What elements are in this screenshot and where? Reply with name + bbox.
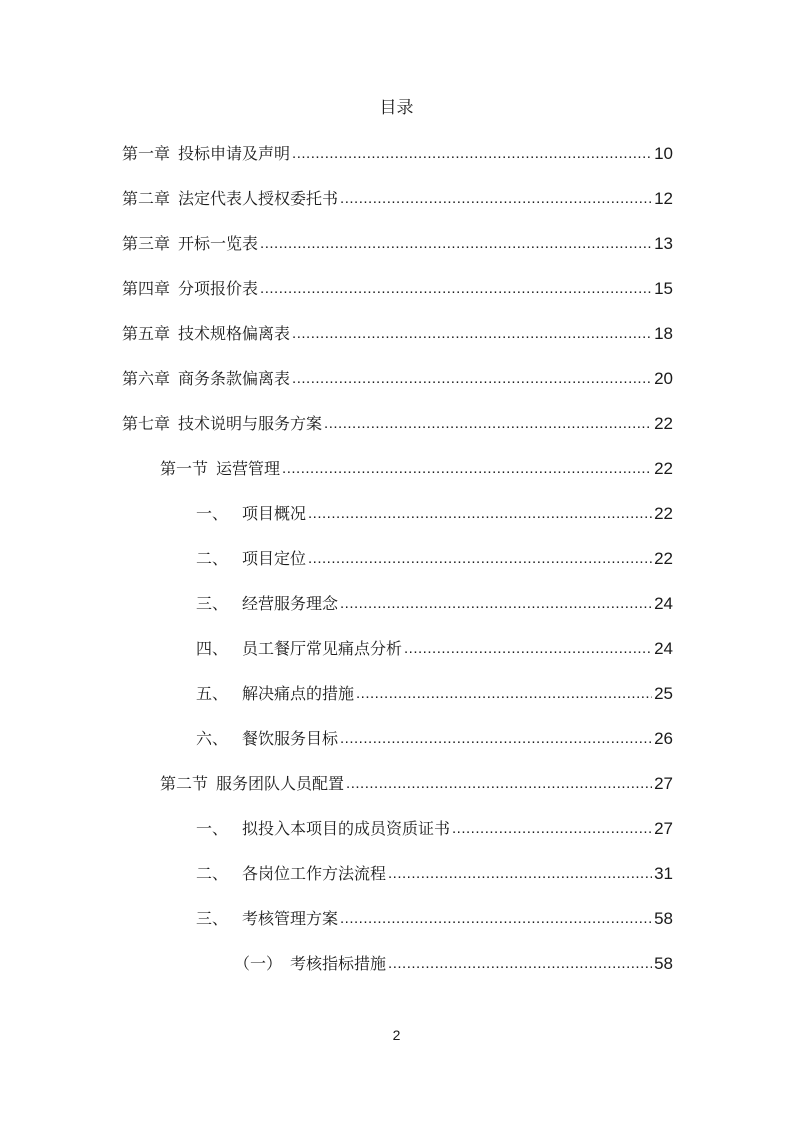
toc-entry-number: 四、 (196, 639, 229, 658)
toc-entry-label (122, 323, 290, 345)
toc-entry-number: 第七章 (122, 414, 171, 433)
toc-entry-text: 项目概况 (242, 504, 307, 523)
toc-entry-page: 24 (654, 594, 673, 613)
toc-entry-number: 第三章 (122, 234, 171, 253)
toc-leader-dots (346, 773, 652, 795)
toc-entry-label (196, 818, 450, 840)
toc-entry-label (196, 728, 338, 750)
toc-entry-number: 第一节 (160, 459, 209, 478)
toc-entry[interactable] (196, 638, 673, 660)
toc-leader-dots (282, 458, 652, 480)
toc-entry-number: 二、 (196, 549, 229, 568)
toc-leader-dots (292, 368, 652, 390)
toc-entry-number: 一、 (196, 819, 229, 838)
toc-leader-dots (260, 233, 652, 255)
toc-entry-label (196, 638, 402, 660)
toc-entry-text: 经营服务理念 (242, 594, 339, 613)
toc-entry-label (122, 233, 258, 255)
toc-leader-dots (324, 413, 652, 435)
toc-leader-dots (340, 728, 652, 750)
toc-entry-text: 法定代表人授权委托书 (178, 189, 339, 208)
toc-entry-text: 项目定位 (242, 549, 307, 568)
toc-entry-number: 三、 (196, 594, 229, 613)
toc-entry-number: 三、 (196, 909, 229, 928)
toc-entry-label (196, 503, 306, 525)
toc-entry-page: 31 (654, 864, 673, 883)
toc-entry-text: 各岗位工作方法流程 (242, 864, 387, 883)
toc-entry[interactable] (122, 143, 673, 165)
toc-entry-text: 服务团队人员配置 (216, 774, 345, 793)
toc-entry[interactable] (122, 278, 673, 300)
toc-entry-page: 22 (654, 504, 673, 523)
toc-entry-number: 五、 (196, 684, 229, 703)
toc-entry-page: 25 (654, 684, 673, 703)
toc-leader-dots (340, 593, 652, 615)
toc-entry[interactable] (160, 773, 673, 795)
toc-entry-label (160, 773, 344, 795)
toc-leader-dots (388, 953, 652, 975)
toc-entry-text: 员工餐厅常见痛点分析 (242, 639, 403, 658)
toc-entry-page: 10 (654, 144, 673, 163)
toc-entry-label (196, 863, 386, 885)
toc-entry-number: 六、 (196, 729, 229, 748)
toc-entry-text: 开标一览表 (178, 234, 259, 253)
toc-entry[interactable] (122, 368, 673, 390)
toc-entry-label (122, 413, 322, 435)
toc-entry[interactable] (196, 908, 673, 930)
toc-entry-text: 解决痛点的措施 (242, 684, 355, 703)
toc-entry-number: 第一章 (122, 144, 171, 163)
toc-entry-number: 第二节 (160, 774, 209, 793)
toc-entry-page: 27 (654, 774, 673, 793)
toc-entry[interactable] (122, 188, 673, 210)
toc-entry-label (234, 953, 386, 975)
toc-leader-dots (340, 188, 652, 210)
toc-entry[interactable] (196, 863, 673, 885)
toc-entry-page: 22 (654, 459, 673, 478)
toc-leader-dots (308, 503, 652, 525)
toc-entry-text: 技术规格偏离表 (178, 324, 291, 343)
toc-entry-number: 第二章 (122, 189, 171, 208)
toc-entry[interactable] (196, 818, 673, 840)
toc-leader-dots (260, 278, 652, 300)
toc-entry-page: 18 (654, 324, 673, 343)
toc-entry-page: 20 (654, 369, 673, 388)
toc-entry-number: 第六章 (122, 369, 171, 388)
toc-entry-number: 第四章 (122, 279, 171, 298)
toc-entry[interactable] (122, 323, 673, 345)
toc-entry-page: 58 (654, 909, 673, 928)
toc-entry-page: 22 (654, 549, 673, 568)
toc-entry-page: 27 (654, 819, 673, 838)
toc-entry-text: 技术说明与服务方案 (178, 414, 323, 433)
toc-entry-text: 考核指标措施 (290, 954, 387, 973)
toc-entry-number: 一、 (196, 504, 229, 523)
toc-entry-text: 考核管理方案 (242, 909, 339, 928)
toc-entry-number: （一） (234, 954, 283, 973)
toc-entry-label (196, 908, 338, 930)
toc-entry[interactable] (122, 233, 673, 255)
toc-entry-text: 餐饮服务目标 (242, 729, 339, 748)
toc-entry-label (122, 368, 290, 390)
toc-entry[interactable] (196, 503, 673, 525)
toc-entry-number: 二、 (196, 864, 229, 883)
toc-leader-dots (452, 818, 652, 840)
toc-entry-page: 58 (654, 954, 673, 973)
toc-entry-page: 12 (654, 189, 673, 208)
toc-entry-label (160, 458, 280, 480)
toc-entry-page: 15 (654, 279, 673, 298)
toc-entry[interactable] (122, 413, 673, 435)
toc-leader-dots (388, 863, 652, 885)
toc-entry-text: 投标申请及声明 (178, 144, 291, 163)
toc-entry[interactable] (234, 953, 673, 975)
toc-leader-dots (340, 908, 652, 930)
toc-entry-page: 26 (654, 729, 673, 748)
toc-entry[interactable] (160, 458, 673, 480)
toc-leader-dots (292, 143, 652, 165)
toc-entry-label (196, 548, 306, 570)
toc-entry-label (196, 593, 338, 615)
page-number: 2 (392, 1027, 401, 1043)
toc-entry-text: 运营管理 (216, 459, 281, 478)
toc-entry-label (122, 143, 290, 165)
toc-leader-dots (308, 548, 652, 570)
toc-title: 目录 (379, 98, 414, 118)
toc-entry-text: 商务条款偏离表 (178, 369, 291, 388)
toc-entry-label (122, 278, 258, 300)
toc-entry-text: 拟投入本项目的成员资质证书 (242, 819, 451, 838)
toc-entry-text: 分项报价表 (178, 279, 259, 298)
toc-entry-label (122, 188, 338, 210)
toc-leader-dots (404, 638, 652, 660)
toc-entry-page: 22 (654, 414, 673, 433)
toc-leader-dots (292, 323, 652, 345)
toc-entry[interactable] (196, 683, 673, 705)
toc-entry[interactable] (196, 728, 673, 750)
toc-leader-dots (356, 683, 652, 705)
toc-entry-page: 24 (654, 639, 673, 658)
toc-entry[interactable] (196, 548, 673, 570)
toc-entry-page: 13 (654, 234, 673, 253)
toc-entry-number: 第五章 (122, 324, 171, 343)
toc-entry[interactable] (196, 593, 673, 615)
toc-entry-label (196, 683, 354, 705)
